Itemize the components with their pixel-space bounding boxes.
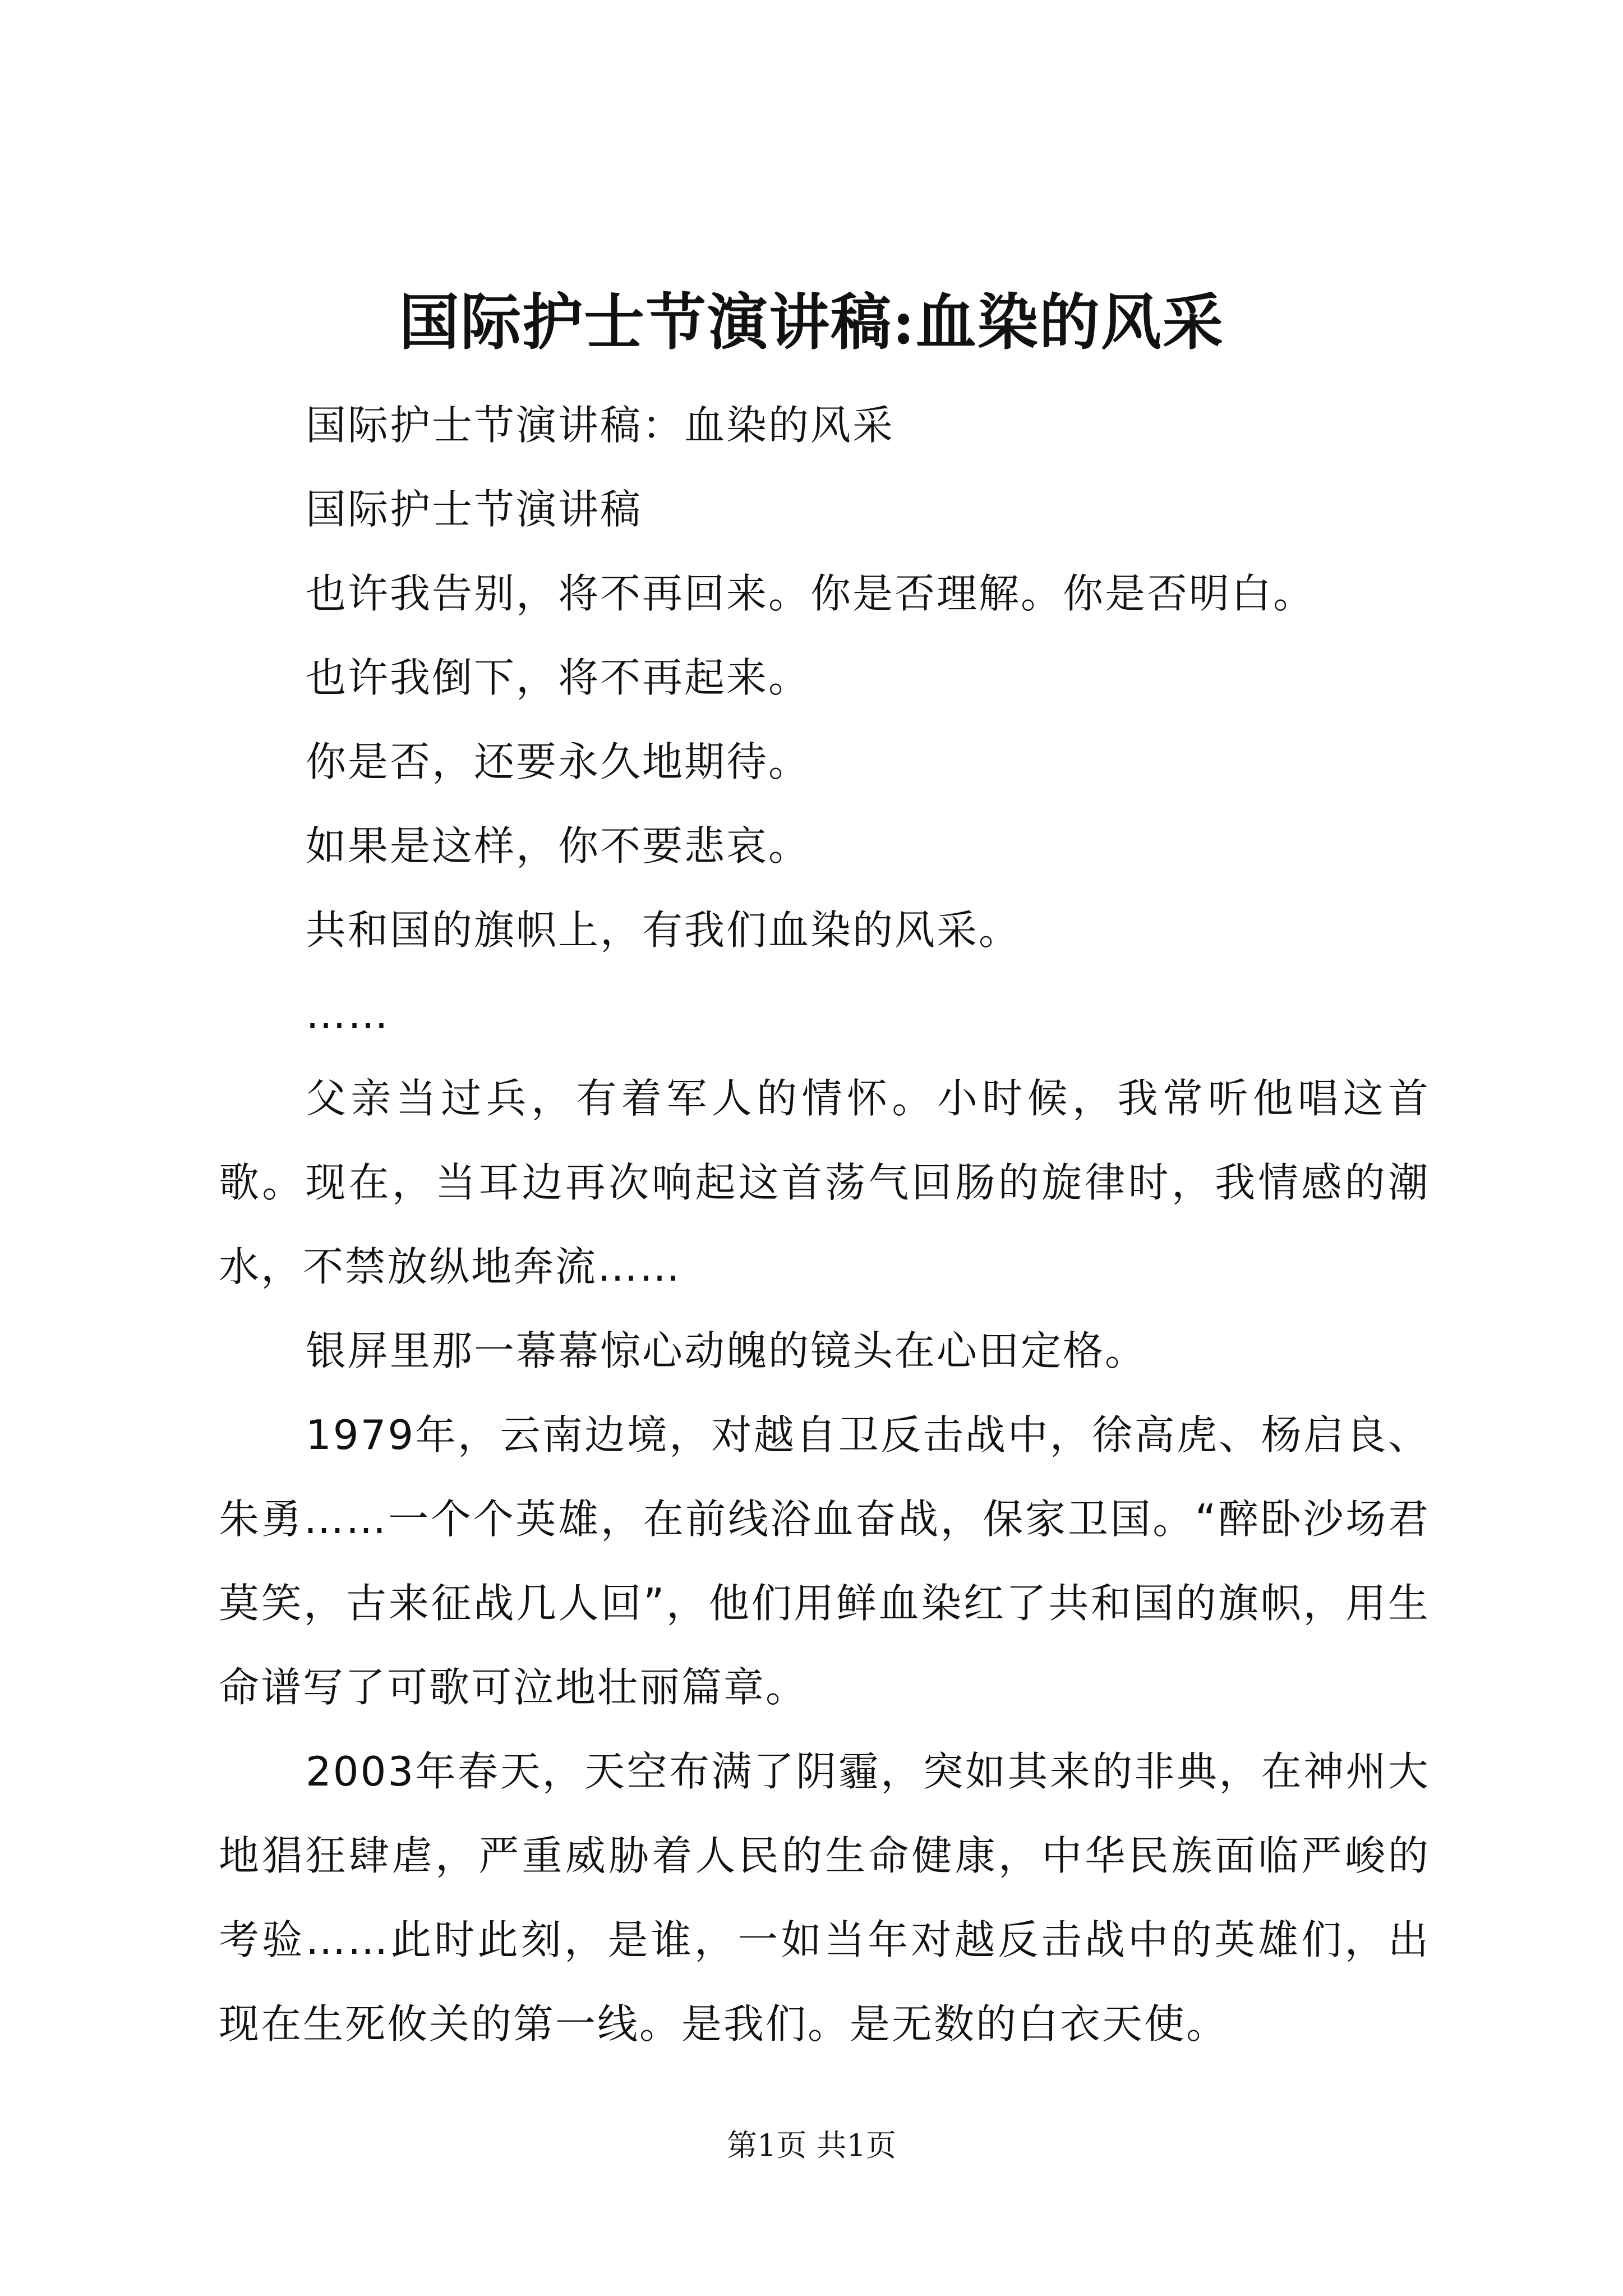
body-line: 也许我告别，将不再回来。你是否理解。你是否明白。: [306, 570, 1316, 617]
body-paragraph: 银屏里那一幕幕惊心动魄的镜头在心田定格。: [306, 1327, 1147, 1374]
document-body: [219, 383, 1430, 2066]
body-paragraph: 2003年春天，天空布满了阴霾，突如其来的非典，在神州大地猖狂肆虐，严重威胁着人民的生命健康，中华民族面临严峻的考验……此时此刻，是谁，一如当年对越反击战中的英雄们，出现在生死攸关的第一线。是我们。是无数的白衣天使。: [219, 1748, 1430, 2047]
body-line: 共和国的旗帜上，有我们血染的风采。: [306, 907, 1021, 954]
body-line: 如果是这样，你不要悲哀。: [306, 822, 811, 869]
body-paragraph: 1979年，云南边境，对越自卫反击战中，徐高虎、杨启良、朱勇……一个个英雄，在前线浴血奋战，保家卫国。“醉卧沙场君莫笑，古来征战几人回”，他们用鲜血染红了共和国的旗帜，用生命谱写了可歌可泣地壮丽篇章。: [219, 1411, 1430, 1711]
body-line: 国际护士节演讲稿：血染的风采: [306, 402, 895, 449]
body-line: 也许我倒下，将不再起来。: [306, 654, 811, 701]
page-footer: 第1页 共1页: [727, 2128, 896, 2163]
body-line: ……: [306, 991, 390, 1038]
body-paragraph: 父亲当过兵，有着军人的情怀。小时候，我常听他唱这首歌。现在，当耳边再次响起这首荡气回肠的旋律时，我情感的潮水，不禁放纵地奔流……: [219, 1075, 1430, 1290]
body-line: 你是否，还要永久地期待。: [306, 738, 811, 785]
body-line: 国际护士节演讲稿: [306, 486, 643, 533]
document-title: 国际护士节演讲稿:血染的风采: [399, 287, 1224, 358]
